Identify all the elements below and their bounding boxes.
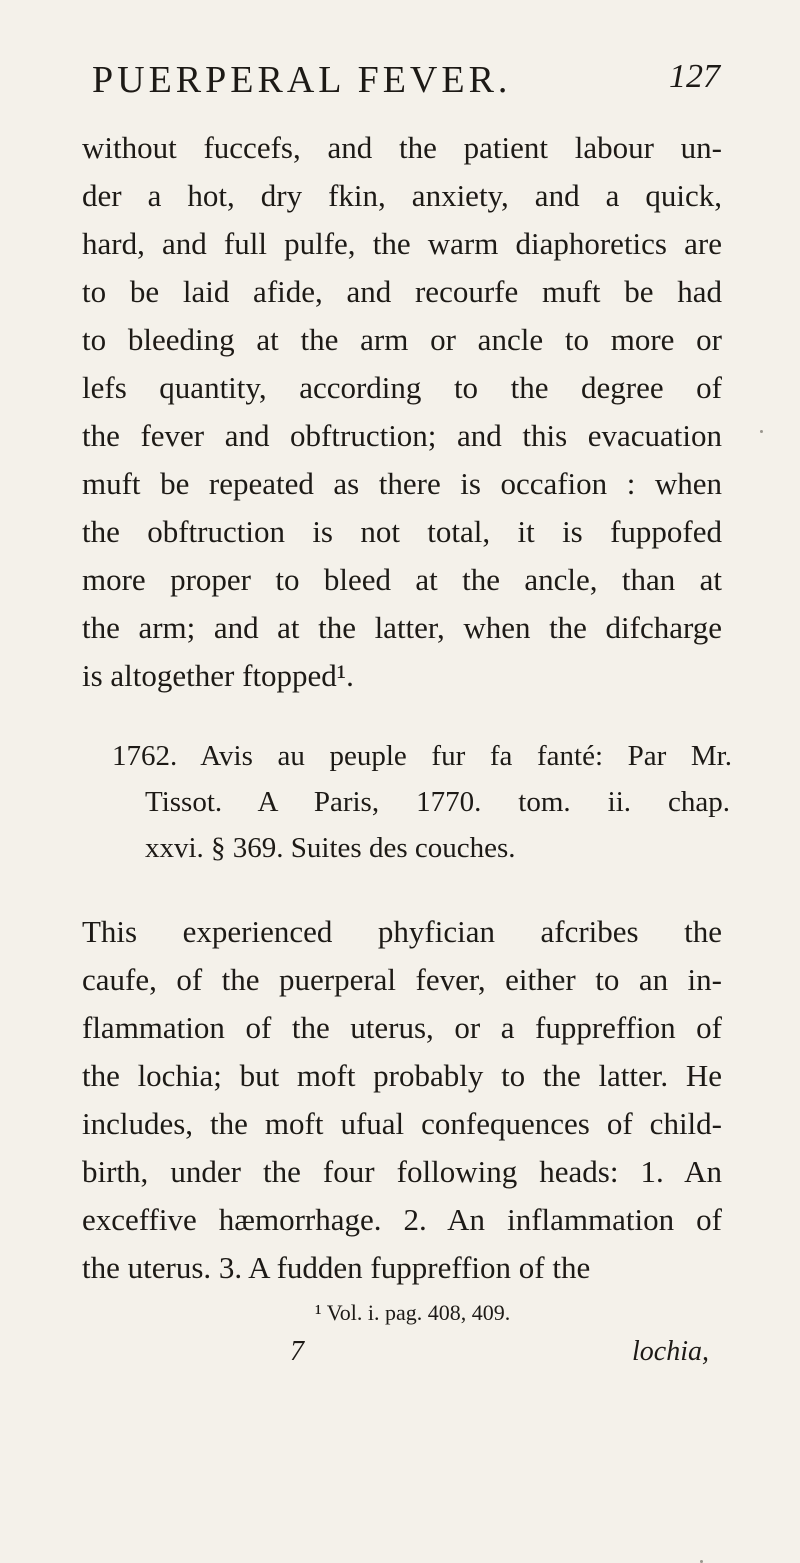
text-line: birth, under the four following heads: 1. An	[82, 1154, 722, 1189]
text-line: This experienced phyfician afcribes the	[82, 914, 722, 949]
text-line: exceffive hæmorrhage. 2. An inflammation of	[82, 1202, 722, 1237]
text-line: caufe, of the puerperal fever, either to an in-	[82, 962, 722, 997]
text-line: lefs quantity, according to the degree of	[82, 370, 722, 405]
running-head: PUERPERAL FEVER.	[92, 59, 512, 101]
text-line: hard, and full pulfe, the warm diaphoretics are	[82, 226, 722, 261]
text-line: muft be repeated as there is occafion : when	[82, 466, 722, 501]
citation-line: Tissot. A Paris, 1770. tom. ii. chap.	[145, 786, 730, 818]
text-line: the uterus. 3. A fudden fuppreffion of the	[82, 1250, 591, 1285]
text-line: the arm; and at the latter, when the difcharge	[82, 610, 722, 645]
page-header	[80, 58, 720, 118]
text-line: without fuccefs, and the patient labour un-	[82, 130, 722, 165]
text-line: includes, the moft ufual confequences of child-	[82, 1106, 722, 1141]
signature-mark: 7	[290, 1336, 304, 1367]
text-line: flammation of the uterus, or a fuppreffion of	[82, 1010, 722, 1045]
text-line: the lochia; but moft probably to the latter. He	[82, 1058, 722, 1093]
text-line: more proper to bleed at the ancle, than at	[82, 562, 722, 597]
citation-line: 1762. Avis au peuple fur fa fanté: Par Mr.	[112, 740, 732, 772]
text-line: the fever and obftruction; and this evacuation	[82, 418, 722, 453]
text-line: is altogether ftopped¹.	[82, 658, 354, 693]
catchword: lochia,	[632, 1336, 709, 1367]
text-line: the obftruction is not total, it is fuppofed	[82, 514, 722, 549]
text-line: der a hot, dry fkin, anxiety, and a quick,	[82, 178, 722, 213]
footnote: ¹ Vol. i. pag. 408, 409.	[315, 1300, 511, 1325]
paper-speck	[760, 430, 763, 433]
page-number: 127	[669, 58, 720, 95]
citation-line: xxvi. § 369. Suites des couches.	[145, 832, 516, 864]
text-line: to be laid afide, and recourfe muft be had	[82, 274, 722, 309]
text-line: to bleeding at the arm or ancle to more or	[82, 322, 722, 357]
